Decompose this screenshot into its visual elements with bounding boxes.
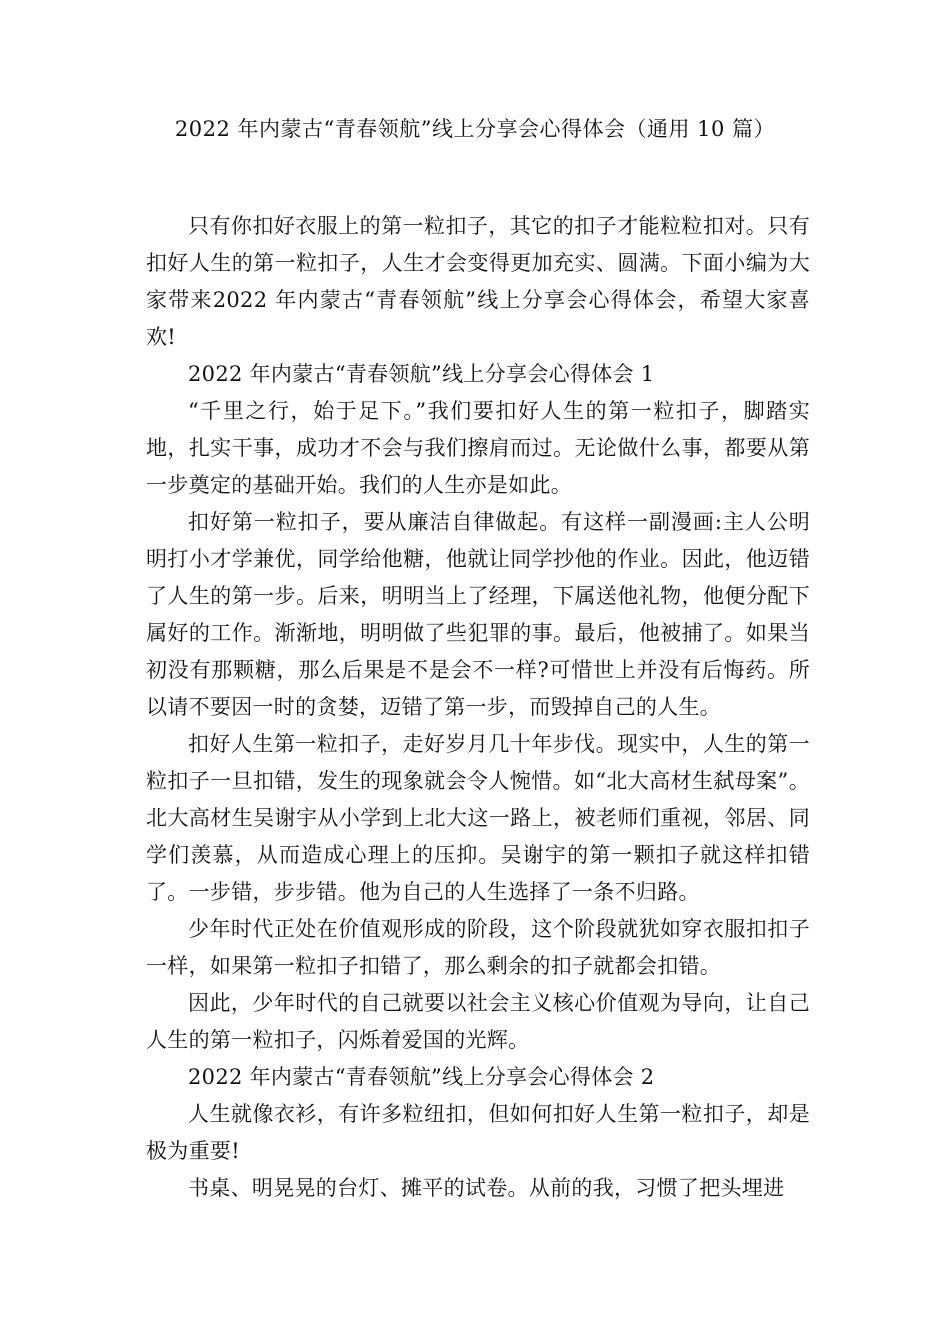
intro-paragraph: 只有你扣好衣服上的第一粒扣子，其它的扣子才能粒粒扣对。只有扣好人生的第一粒扣子，人生才会变得更加充实、圆满。下面小编为大家带来2022 年内蒙古“青春领航”线上分享会心得体会，希望大家喜欢!	[146, 214, 810, 349]
paragraph: 扣好第一粒扣子，要从廉洁自律做起。有这样一副漫画:主人公明明打小才学兼优，同学给他糖，他就让同学抄他的作业。因此，他迈错了人生的第一步。后来，明明当上了经理，下属送他礼物，他便分配下属好的工作。渐渐地，明明做了些犯罪的事。最后，他被捕了。如果当初没有那颗糖，那么后果是不是会不一样?可惜世上并没有后悔药。所以请不要因一时的贪婪，迈错了第一步，而毁掉自己的人生。	[146, 510, 810, 719]
paragraph: 少年时代正处在价值观形成的阶段，这个阶段就犹如穿衣服扣扣子一样，如果第一粒扣子扣错了，那么剩余的扣子就都会扣错。	[146, 917, 810, 978]
paragraph: 人生就像衣衫，有许多粒纽扣，但如何扣好人生第一粒扣子，却是极为重要!	[146, 1102, 810, 1163]
section-heading-2: 2022 年内蒙古“青春领航”线上分享会心得体会 2	[188, 1065, 655, 1089]
paragraph: “千里之行，始于足下。”我们要扣好人生的第一粒扣子，脚踏实地，扎实干事，成功才不会与我们擦肩而过。无论做什么事，都要从第一步奠定的基础开始。我们的人生亦是如此。	[146, 399, 810, 497]
document-title: 2022 年内蒙古“青春领航”线上分享会心得体会（通用 10 篇）	[174, 117, 776, 141]
document-body	[146, 208, 810, 1207]
paragraph: 扣好人生第一粒扣子，走好岁月几十年步伐。现实中，人生的第一粒扣子一旦扣错，发生的现象就会令人惋惜。如“北大高材生弑母案”。北大高材生吴谢宇从小学到上北大这一路上，被老师们重视，邻居、同学们羡慕，从而造成心理上的压抑。吴谢宇的第一颗扣子就这样扣错了。一步错，步步错。他为自己的人生选择了一条不归路。	[146, 732, 810, 904]
paragraph: 书桌、明晃晃的台灯、摊平的试卷。从前的我，习惯了把头埋进	[188, 1176, 785, 1200]
paragraph: 因此，少年时代的自己就要以社会主义核心价值观为导向，让自己人生的第一粒扣子，闪烁着爱国的光辉。	[146, 991, 810, 1052]
section-heading-1: 2022 年内蒙古“青春领航”线上分享会心得体会 1	[188, 362, 655, 386]
